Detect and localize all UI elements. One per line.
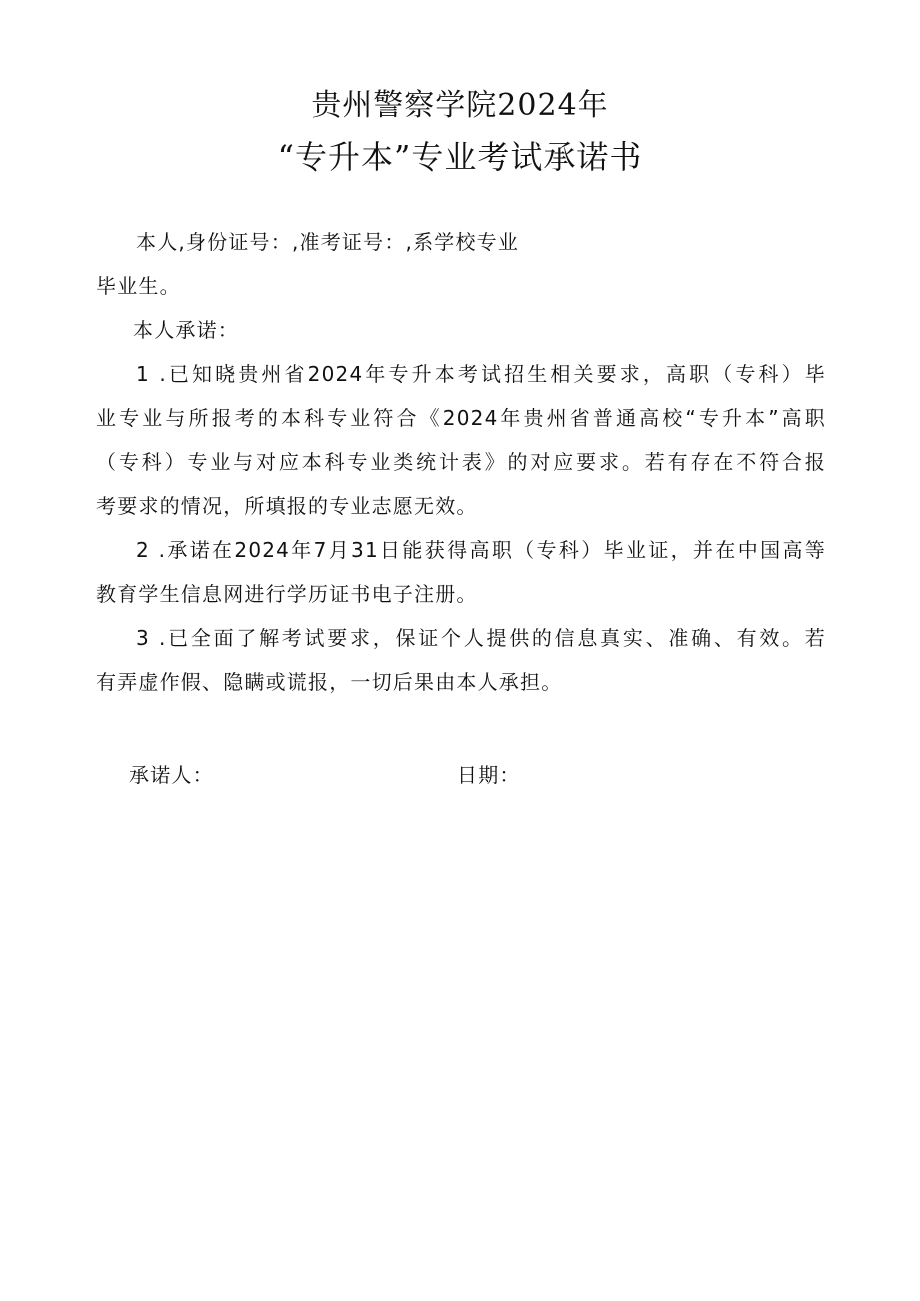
document-title-line1: 贵州警察学院2024年 <box>311 88 609 123</box>
item1-line1: 1 .已知晓贵州省2024年专升本考试招生相关要求，高职（专科）毕 <box>136 362 826 386</box>
intro-line2: 毕业生。 <box>96 274 181 298</box>
promisor-label: 承诺人： <box>129 763 214 787</box>
item2-line1: 2 .承诺在2024年7月31日能获得高职（专科）毕业证，并在中国高等 <box>136 538 826 562</box>
item1-line3: （专科）专业与对应本科专业类统计表》的对应要求。若有存在不符合报 <box>96 450 826 474</box>
item1-line2: 业专业与所报考的本科专业符合《2024年贵州省普通高校“专升本”高职 <box>96 406 826 430</box>
promise-heading: 本人承诺： <box>133 318 239 342</box>
item1-line4: 考要求的情况，所填报的专业志愿无效。 <box>96 494 478 518</box>
intro-line1: 本人,身份证号：,准考证号：,系学校专业 <box>136 230 520 254</box>
item2-line2: 教育学生信息网进行学历证书电子注册。 <box>96 582 478 606</box>
item3-line2: 有弄虚作假、隐瞒或谎报，一切后果由本人承担。 <box>96 670 563 694</box>
item3-line1: 3 .已全面了解考试要求，保证个人提供的信息真实、准确、有效。若 <box>136 626 826 650</box>
document-title-line2: “专升本”专业考试承诺书 <box>277 138 643 176</box>
date-label: 日期： <box>457 763 521 787</box>
